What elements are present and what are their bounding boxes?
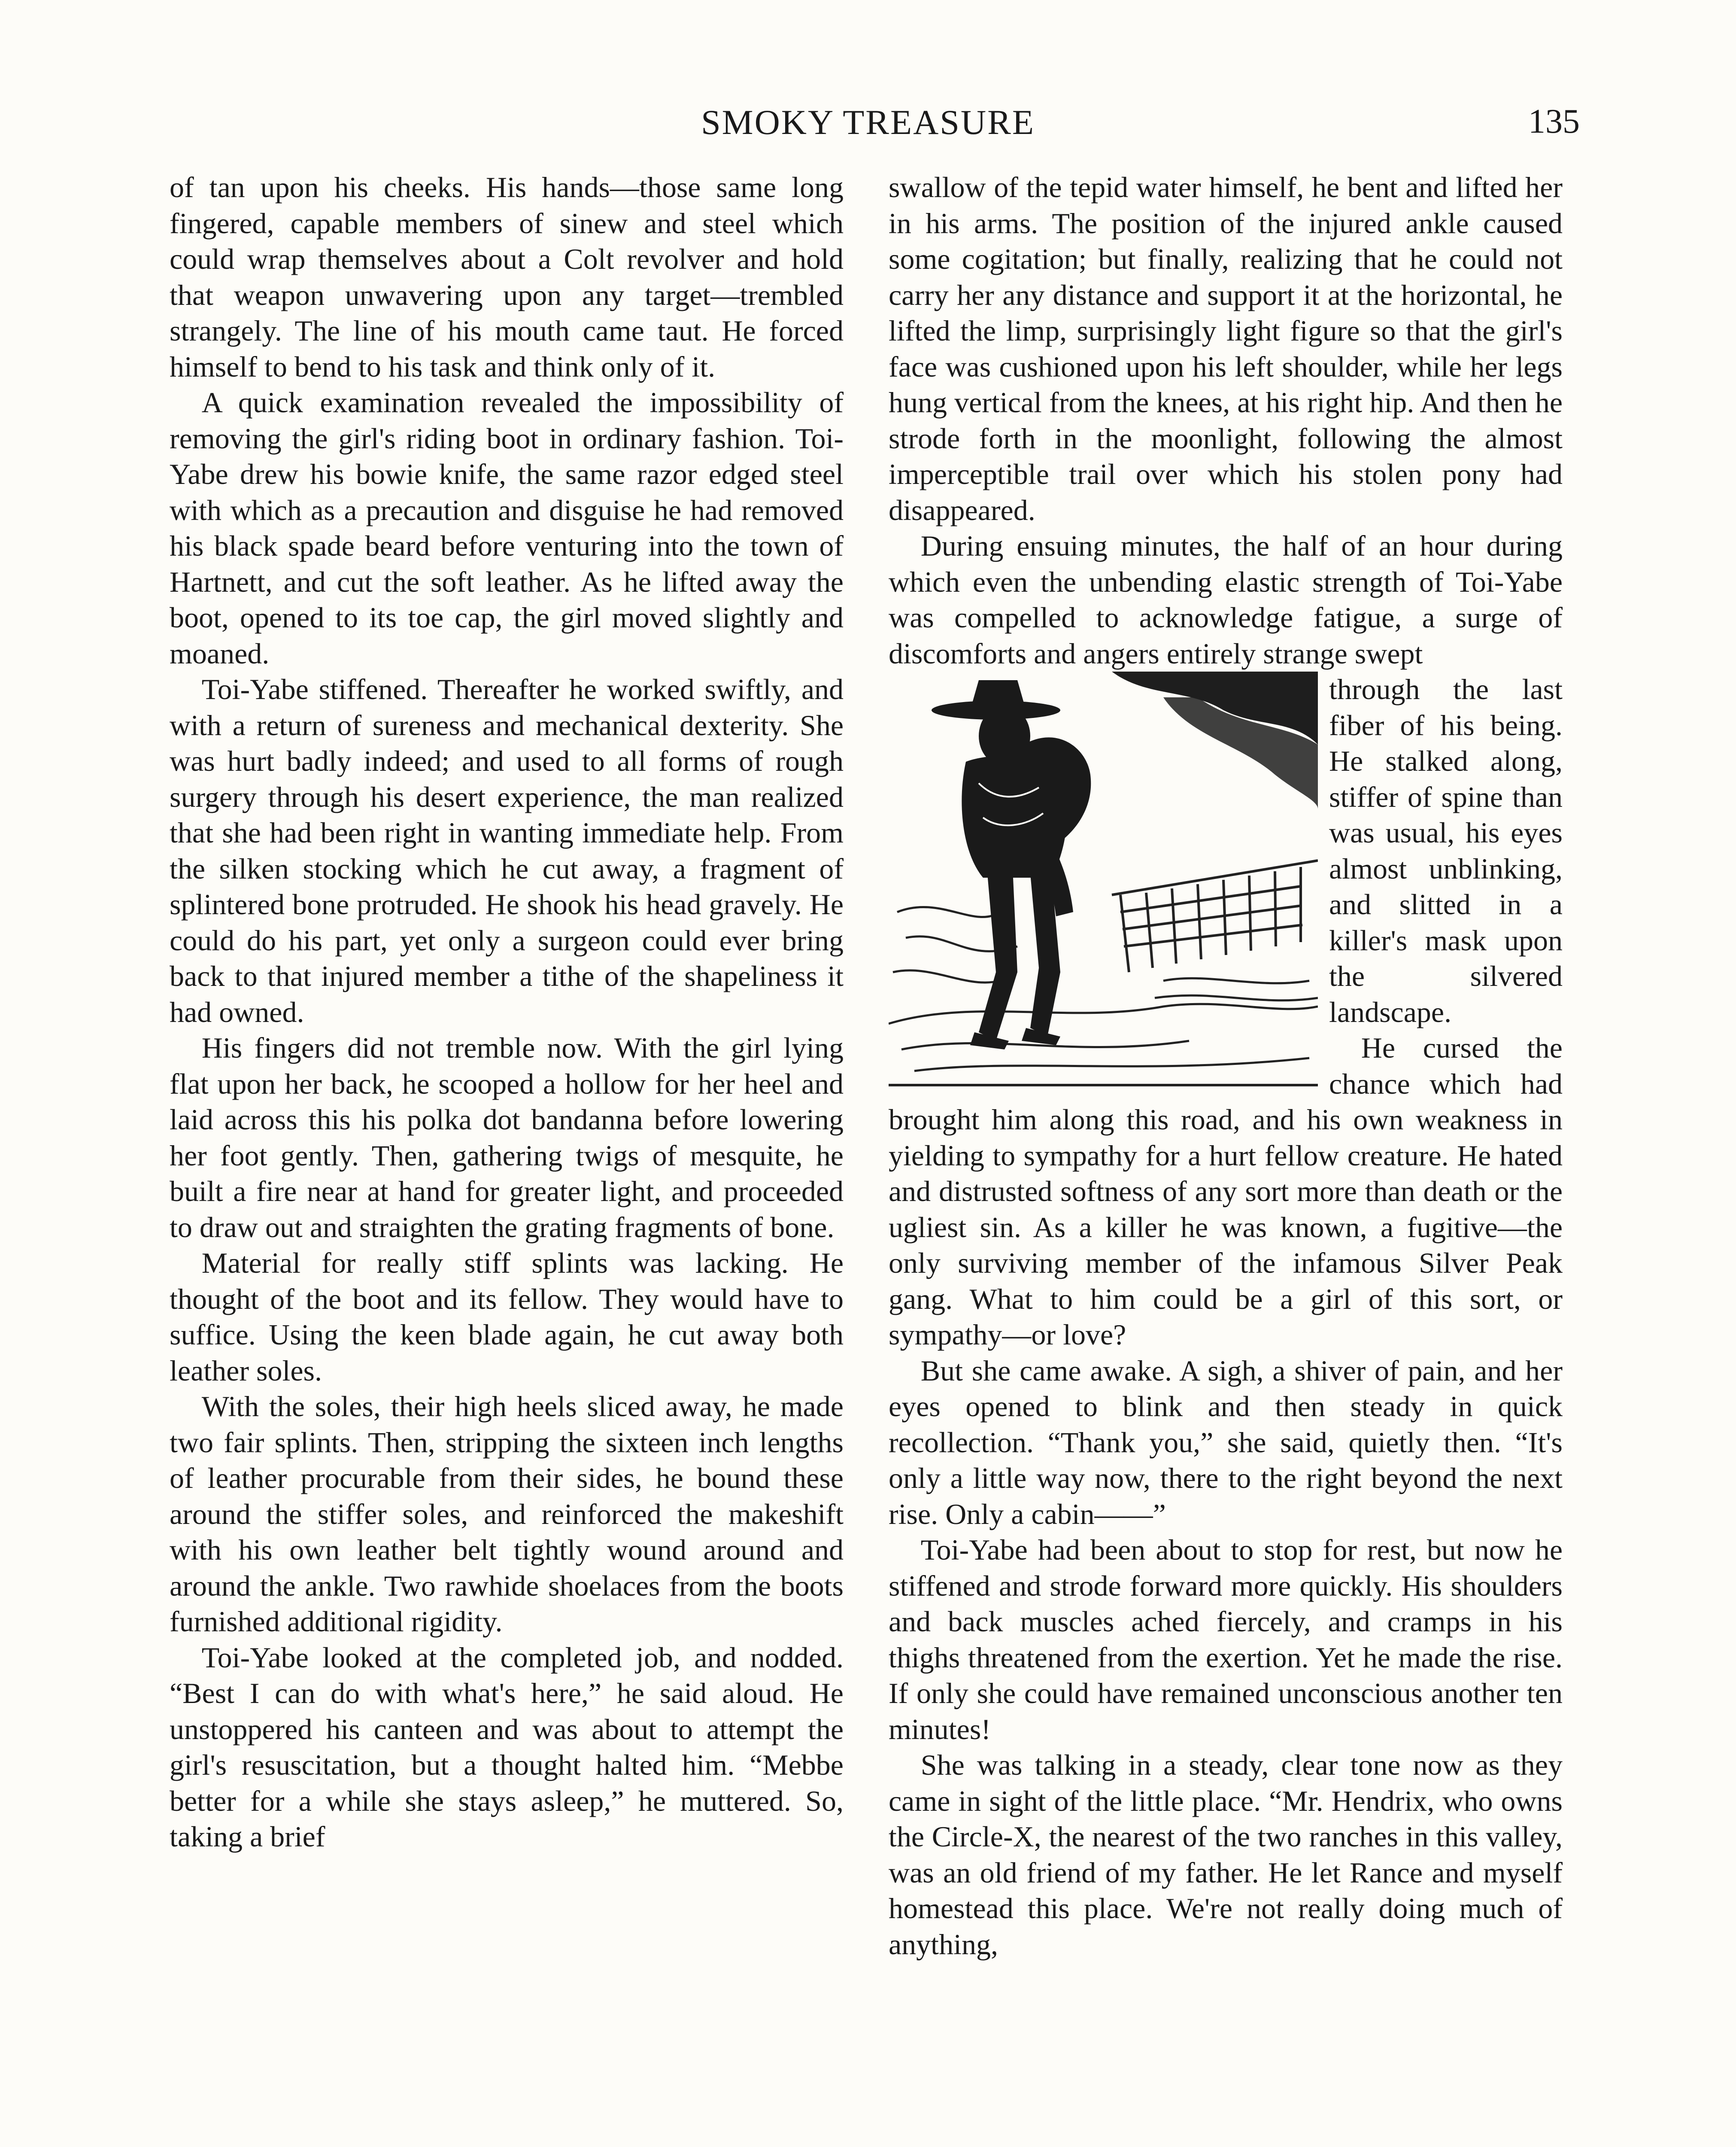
paragraph: Material for really stiff splints was lacking. He thought of the boot and its fellow. They would have to suffice. Using the keen blade again, he cut away both leather soles. — [170, 1247, 844, 1387]
paragraph: swallow of the tepid water himself, he bent and lifted her in his arms. The position of the injured ankle caused some cogitation; but finally, realizing that he could not carry her any distance and support it at the horizontal, he lifted the limp, surprisingly light figure so that the girl's face was cushioned upon his left shoulder, while her legs hung vertical from the knees, at his right hip. And then he strode forth in the moonlight, following the almost imperceptible trail over which his stolen pony had disappeared. — [889, 171, 1563, 526]
paragraph: Toi-Yabe stiffened. Thereafter he worked swiftly, and with a return of sureness and mechanical dexterity. She was hurt badly indeed; and used to all forms of rough surgery through his desert experience, the man realized that she had been right in wanting immediate help. From the silken stocking which he cut away, a fragment of splintered bone protruded. He shook his head gravely. He could do his part, yet only a surgeon could ever bring back to that injured member a tithe of the shapeliness it had owned. — [170, 673, 844, 1028]
paragraph: of tan upon his cheeks. His hands—those same long fingered, capable members of sinew and steel which could wrap themselves about a Colt revolver and hold that weapon unwavering upon any target—trembled strangely. The line of his mouth came taut. He forced himself to bend to his task and think only of it. — [170, 171, 844, 383]
page-number: 135 — [1528, 103, 1580, 140]
paragraph: through the last fiber of his being. He stalked along, stiffer of spine than was usual, his eyes almost unblinking, and slitted in a killer's mask upon the silvered landscape. — [1329, 673, 1563, 1028]
paragraph: With the soles, their high heels sliced away, he made two fair splints. Then, stripping the sixteen inch lengths of leather procurable from their sides, he bound these around the stiffer soles, and reinforced the makeshift with his own leather belt tightly wound around and around the ankle. Two rawhide shoelaces from the boots furnished additional rigidity. — [170, 1390, 844, 1638]
right-text-column — [889, 170, 1563, 1962]
paragraph: Toi-Yabe had been about to stop for rest, but now he stiffened and strode forward more quickly. His shoulders and back muscles ached fiercely, and cramps in his thighs threatened from the exertion. Yet he made the rise. If only she could have remained unconscious another ten minutes! — [889, 1533, 1563, 1746]
paragraph: But she came awake. A sigh, a shiver of pain, and her eyes opened to blink and then steady in quick recollection. “Thank you,” she said, quietly then. “It's only a little way now, there to the right beyond the next rise. Only a cabin——” — [889, 1354, 1563, 1530]
paragraph: She was talking in a steady, clear tone now as they came in sight of the little place. “Mr. Hendrix, who owns the Circle-X, the nearest of the two ranches in this valley, was an old friend of my father. He let Rance and myself homestead this place. We're not really doing much of anything, — [889, 1749, 1563, 1961]
man-carrying-girl-illustration — [889, 672, 1318, 1086]
paragraph: During ensuing minutes, the half of an hour during which even the unbending elastic strength of Toi-Yabe was compelled to acknowledge fatigue, a surge of discomforts and angers entirely strange swept — [889, 529, 1563, 670]
paragraph: His fingers did not tremble now. With the girl lying flat upon her back, he scooped a hollow for her heel and laid across this his polka dot bandanna before lowering her foot gently. Then, gathering twigs of mesquite, he built a fire near at hand for greater light, and proceeded to draw out and straighten the grating fragments of bone. — [170, 1031, 844, 1244]
paragraph: He cursed the chance which had brought him along this road, and his own weakness in yielding to sympathy for a hurt fellow creature. He hated and distrusted softness of any sort more than death or the ugliest sin. As a killer he was known, a fugitive—the only surviving member of the infamous Silver Peak gang. What to him could be a girl of this sort, or sympathy—or love? — [889, 1031, 1563, 1351]
running-title: SMOKY TREASURE — [701, 103, 1035, 142]
left-text-column — [170, 170, 844, 1855]
paragraph: A quick examination revealed the impossibility of removing the girl's riding boot in ordinary fashion. Toi-Yabe drew his bowie knife, the same razor edged steel with which as a precaution and disguise he had removed his black spade beard before venturing into the town of Hartnett, and cut the soft leather. As he lifted away the boot, opened to its toe cap, the girl moved slightly and moaned. — [170, 386, 844, 670]
paragraph: Toi-Yabe looked at the completed job, and nodded. “Best I can do with what's here,” he said aloud. He unstoppered his canteen and was about to attempt the girl's resuscitation, but a thought halted him. “Mebbe better for a while she stays asleep,” he muttered. So, taking a brief — [170, 1641, 844, 1853]
